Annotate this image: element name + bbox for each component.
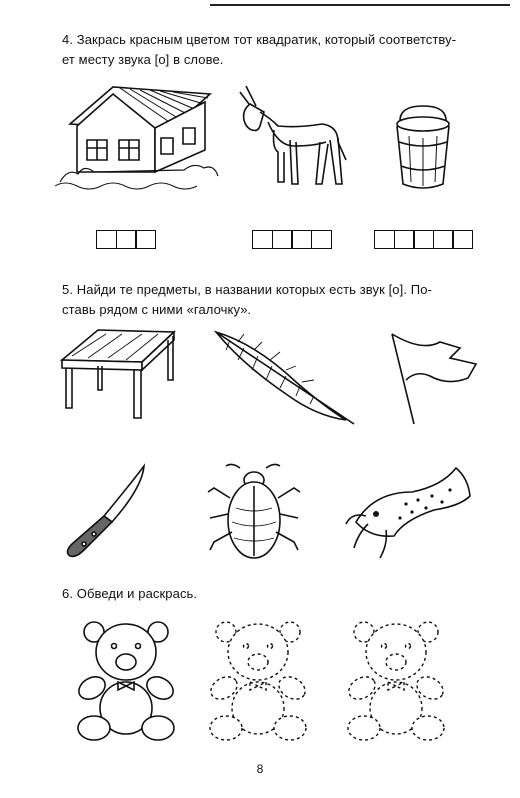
task6-line1: 6. Обведи и раскрась. <box>62 586 198 601</box>
sound-box[interactable] <box>135 230 156 249</box>
sound-box[interactable] <box>394 230 415 249</box>
task5-line2: ставь рядом с ними «галочку». <box>62 302 252 317</box>
word-boxes-house <box>96 230 156 249</box>
task4-line2: ет месту звука [о] в слове. <box>62 52 224 67</box>
sound-box[interactable] <box>291 230 312 249</box>
flag-icon[interactable] <box>384 330 484 430</box>
page-number: 8 <box>256 762 264 776</box>
bear-dashed-icon[interactable] <box>206 620 310 744</box>
top-rule <box>210 4 510 6</box>
knife-icon[interactable] <box>62 462 152 558</box>
bucket-icon <box>383 104 465 194</box>
task6-instructions <box>62 584 482 604</box>
feather-icon[interactable] <box>210 326 358 426</box>
word-boxes-donkey <box>252 230 332 249</box>
sound-box[interactable] <box>252 230 273 249</box>
catfish-icon[interactable] <box>346 464 476 562</box>
sound-box[interactable] <box>96 230 117 249</box>
table-icon[interactable] <box>58 326 180 422</box>
bear-solid-icon[interactable] <box>74 620 178 744</box>
beetle-icon[interactable] <box>208 458 304 562</box>
sound-box[interactable] <box>116 230 137 249</box>
task5-instructions <box>62 280 482 320</box>
sound-box[interactable] <box>272 230 293 249</box>
bear-dashed-icon[interactable] <box>344 620 448 744</box>
task4-line1: 4. Закрась красным цветом тот квадратик, который соответству- <box>62 32 457 47</box>
donkey-icon <box>230 82 350 192</box>
sound-box[interactable] <box>413 230 434 249</box>
house-icon <box>55 82 220 192</box>
task4-instructions <box>62 30 482 70</box>
sound-box[interactable] <box>374 230 395 249</box>
task5-line1: 5. Найди те предметы, в названии которых есть звук [о]. По- <box>62 282 432 297</box>
sound-box[interactable] <box>452 230 473 249</box>
sound-box[interactable] <box>433 230 454 249</box>
sound-box[interactable] <box>311 230 332 249</box>
word-boxes-bucket <box>374 230 473 249</box>
